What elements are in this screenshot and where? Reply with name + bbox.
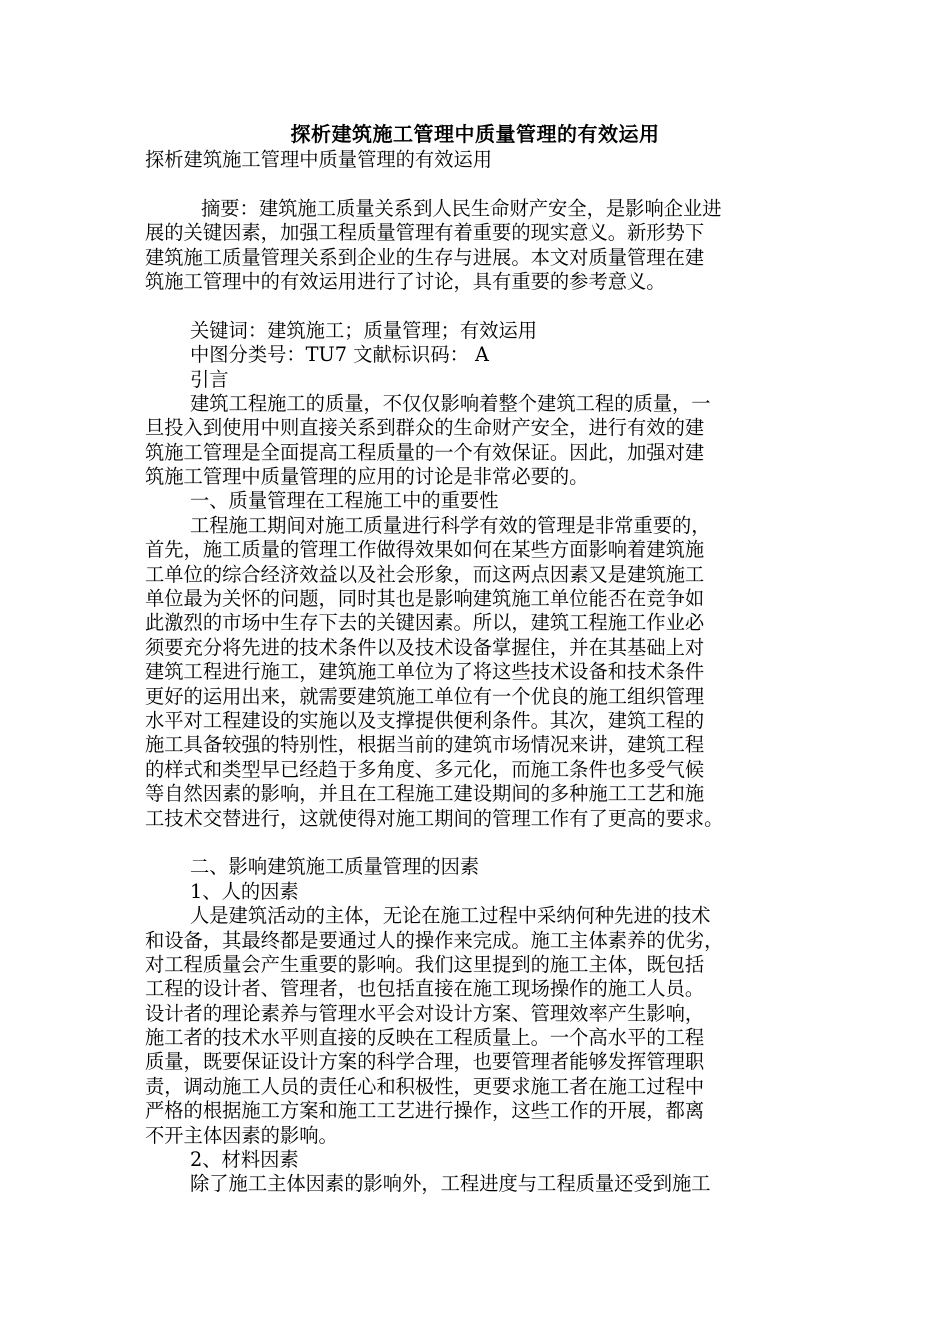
intro-line: 旦投入到使用中则直接关系到群众的生命财产安全，进行有效的建 (145, 416, 705, 440)
abstract-line: 摘要：建筑施工质量关系到人民生命财产安全，是影响企业进 (201, 196, 722, 220)
section1-line: 施工具备较强的特别性，根据当前的建筑市场情况来讲，建筑工程 (145, 733, 705, 757)
section2-1-line: 施工者的技术水平则直接的反映在工程质量上。一个高水平的工程 (145, 1026, 705, 1050)
section1-line: 工单位的综合经济效益以及社会形象，而这两点因素又是建筑施工 (145, 562, 705, 586)
section2-1-line: 严格的根据施工方案和施工工艺进行操作，这些工作的开展，都离 (145, 1099, 705, 1123)
section2-1-line: 设计者的理论素养与管理水平会对设计方案、管理效率产生影响， (145, 1001, 705, 1025)
intro-heading: 引言 (190, 367, 229, 391)
section2-2-heading: 2、材料因素 (190, 1148, 299, 1172)
section1-line: 水平对工程建设的实施以及支撑提供便利条件。其次，建筑工程的 (145, 708, 705, 732)
section1-line: 等自然因素的影响，并且在工程施工建设期间的多种施工工艺和施 (145, 782, 705, 806)
section2-1-line: 人是建筑活动的主体，无论在施工过程中采纳何种先进的技术 (190, 904, 711, 928)
abstract-line: 筑施工管理中的有效运用进行了讨论，具有重要的参考意义。 (145, 269, 666, 293)
section1-line: 须要充分将先进的技术条件以及技术设备掌握住，并在其基础上对 (145, 635, 705, 659)
intro-line: 筑施工管理中质量管理的应用的讨论是非常必要的。 (145, 465, 589, 489)
abstract-line: 建筑施工质量管理关系到企业的生存与进展。本文对质量管理在建 (145, 245, 705, 269)
section1-line: 的样式和类型早已经趋于多角度、多元化，而施工条件也多受气候 (145, 757, 705, 781)
section1-line: 首先，施工质量的管理工作做得效果如何在某些方面影响着建筑施 (145, 538, 705, 562)
section2-1-line: 责，调动施工人员的责任心和积极性，更要求施工者在施工过程中 (145, 1074, 705, 1098)
classification: 中图分类号：TU7 文献标识码： A (190, 343, 489, 367)
section2-1-heading: 1、人的因素 (190, 879, 299, 903)
section2-1-line: 工程的设计者、管理者，也包括直接在施工现场操作的施工人员。 (145, 977, 705, 1001)
section2-heading: 二、影响建筑施工质量管理的因素 (190, 855, 480, 879)
abstract-line: 展的关键因素，加强工程质量管理有着重要的现实意义。新形势下 (145, 221, 705, 245)
section2-1-line: 质量，既要保证设计方案的科学合理，也要管理者能够发挥管理职 (145, 1050, 705, 1074)
section1-line: 工程施工期间对施工质量进行科学有效的管理是非常重要的， (190, 513, 711, 537)
section1-line: 更好的运用出来，就需要建筑施工单位有一个优良的施工组织管理 (145, 684, 705, 708)
intro-line: 建筑工程施工的质量，不仅仅影响着整个建筑工程的质量，一 (190, 391, 711, 415)
document-title: 探析建筑施工管理中质量管理的有效运用 (290, 122, 660, 146)
section1-line: 建筑工程进行施工，建筑施工单位为了将这些技术设备和技术条件 (145, 660, 705, 684)
section1-heading: 一、质量管理在工程施工中的重要性 (190, 489, 499, 513)
section2-1-line: 不开主体因素的影响。 (145, 1123, 338, 1147)
document-subtitle: 探析建筑施工管理中质量管理的有效运用 (145, 148, 493, 171)
section1-line: 工技术交替进行，这就使得对施工期间的管理工作有了更高的要求。 (145, 806, 724, 830)
blank-line (145, 172, 809, 196)
document-body (145, 148, 809, 1197)
blank-line (145, 294, 809, 318)
section2-1-line: 对工程质量会产生重要的影响。我们这里提到的施工主体，既包括 (145, 952, 705, 976)
section2-2-line: 除了施工主体因素的影响外，工程进度与工程质量还受到施工 (190, 1172, 711, 1196)
blank-line (145, 831, 809, 855)
intro-line: 筑施工管理是全面提高工程质量的一个有效保证。因此，加强对建 (145, 440, 705, 464)
keywords: 关键词：建筑施工；质量管理；有效运用 (190, 318, 538, 342)
section1-line: 此激烈的市场中生存下去的关键因素。所以，建筑工程施工作业必 (145, 611, 705, 635)
section1-line: 单位最为关怀的问题，同时其也是影响建筑施工单位能否在竞争如 (145, 587, 705, 611)
section2-1-line: 和设备，其最终都是要通过人的操作来完成。施工主体素养的优劣， (145, 928, 724, 952)
